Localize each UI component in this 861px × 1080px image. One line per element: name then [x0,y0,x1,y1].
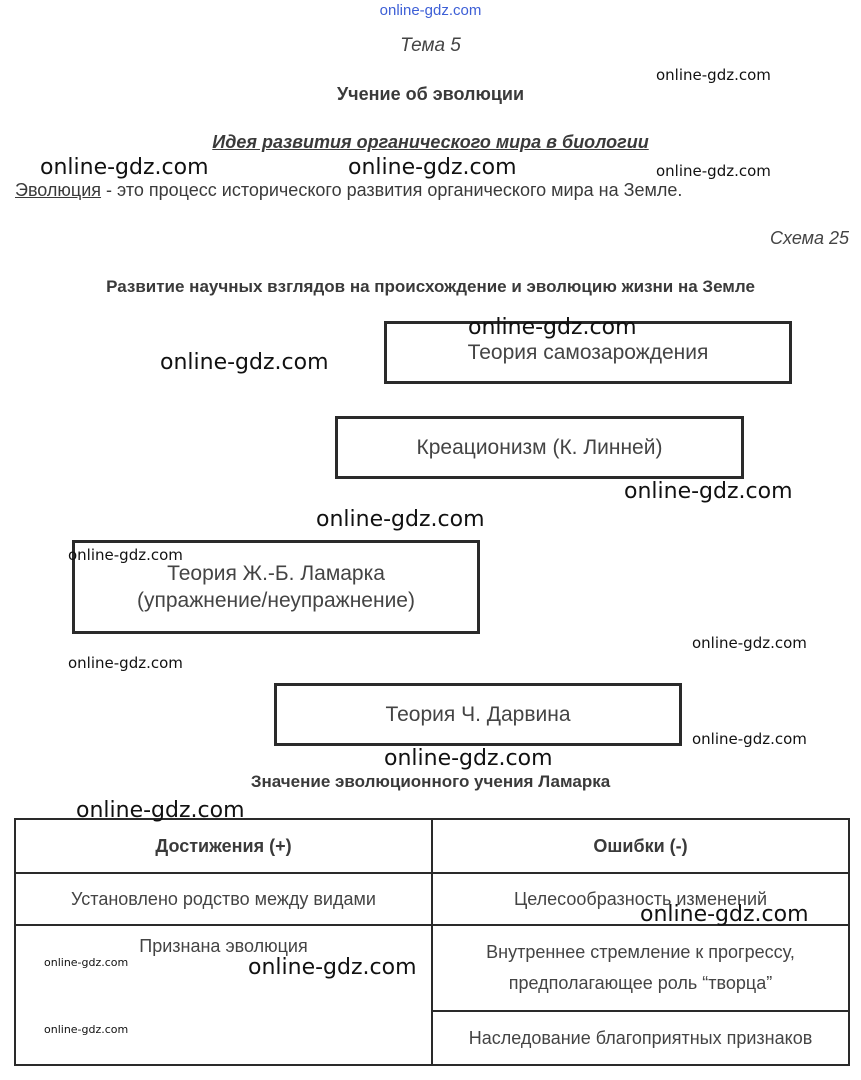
site-link[interactable]: online-gdz.com [379,2,482,19]
table-header-row [15,819,849,873]
watermark: online-gdz.com [44,1023,129,1036]
definition-term: Эволюция [15,180,102,200]
theory-label: Теория Ж.-Б. Ламарка [167,562,385,585]
watermark: online-gdz.com [40,155,209,180]
watermark: online-gdz.com [68,654,183,672]
schema-title: Развитие научных взглядов на происхождение и эволюцию жизни на Земле [106,277,755,296]
definition-text: - это процесс исторического развития органического мира на Земле. [101,180,683,200]
definition [15,180,682,201]
theory-label: Креационизм (К. Линней) [416,436,663,459]
watermark: online-gdz.com [68,546,183,564]
topic-number: Тема 5 [400,35,461,56]
watermark: online-gdz.com [656,162,771,180]
watermark: online-gdz.com [692,634,807,652]
watermark: online-gdz.com [248,955,417,980]
theory-box-creationism [335,416,744,479]
table-cell: Установлено родство между видами [15,873,432,925]
watermark: online-gdz.com [640,902,809,927]
column-header-achievements: Достижения (+) [15,819,432,873]
table-row [15,925,849,1011]
section-subtitle: Идея развития органического мира в биологии [212,132,649,152]
theory-label: Теория самозарождения [467,341,709,364]
watermark: online-gdz.com [656,66,771,84]
table-cell: Целесообразность изменений [432,873,849,925]
watermark: online-gdz.com [316,507,485,532]
theory-box-darwin [274,683,682,746]
watermark: online-gdz.com [468,315,637,340]
table-title: Значение эволюционного учения Ламарка [250,772,611,791]
lamarck-significance-table [14,818,850,1066]
table-cell: Наследование благоприятных признаков [432,1011,849,1065]
table-cell: Признана эволюция [15,925,432,1065]
column-header-errors: Ошибки (-) [432,819,849,873]
watermark: online-gdz.com [624,479,793,504]
page-title: Учение об эволюции [336,84,525,104]
schema-label: Схема 25 [770,228,849,248]
watermark: online-gdz.com [692,730,807,748]
table-cell: Внутреннее стремление к прогрессу, предполагающее роль “творца” [432,925,849,1011]
theory-sublabel: (упражнение/неупражнение) [137,589,415,612]
watermark: online-gdz.com [160,350,329,375]
watermark: online-gdz.com [76,798,245,823]
theory-label: Теория Ч. Дарвина [385,703,571,726]
watermark: online-gdz.com [348,155,517,180]
watermark: online-gdz.com [44,956,129,969]
watermark: online-gdz.com [384,746,553,771]
